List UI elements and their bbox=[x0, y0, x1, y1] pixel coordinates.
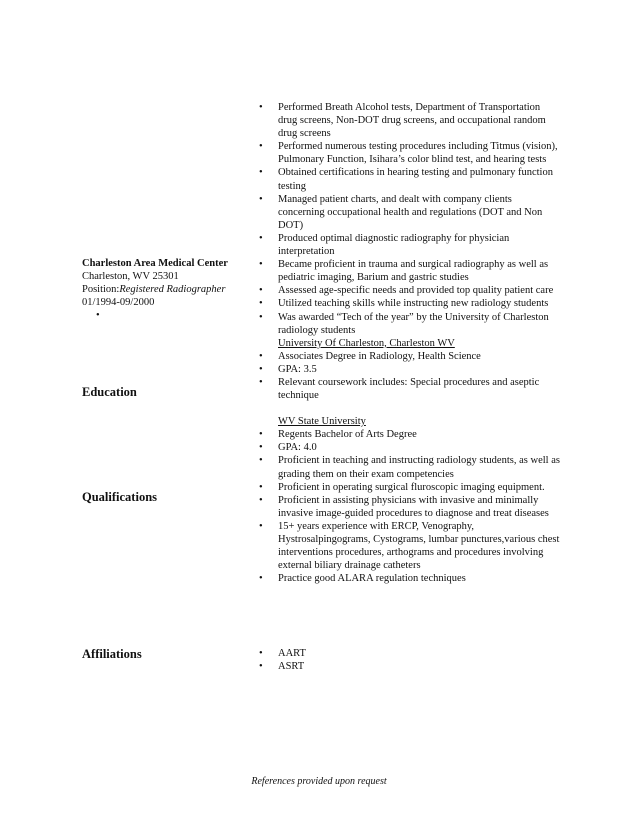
list-item: • Practice good ALARA regulation techniques bbox=[255, 572, 560, 585]
bullet-glyph: • bbox=[259, 167, 263, 179]
footer-note: References provided upon request bbox=[251, 776, 387, 787]
position-title: Registered Radiographer bbox=[119, 284, 226, 295]
experience-bullets bbox=[255, 101, 560, 585]
employment-dates: 01/1994-09/2000 bbox=[82, 297, 155, 308]
bullet-glyph: • bbox=[259, 363, 263, 375]
company-location: Charleston, WV 25301 bbox=[82, 271, 179, 282]
bullet-glyph: • bbox=[259, 232, 263, 244]
bullet-glyph: • bbox=[259, 298, 263, 310]
list-item: • Performed Breath Alcohol tests, Department of Transportation drug screens, Non-DOT drug screens, and occupational random drug screens bbox=[255, 101, 560, 140]
bullet-glyph: • bbox=[259, 429, 263, 441]
list-item: • Assessed age-specific needs and provided top quality patient care bbox=[255, 284, 560, 297]
school-name-wvsu: WV State University bbox=[278, 416, 366, 428]
list-item: • AART bbox=[255, 647, 560, 660]
list-item: • Obtained certifications in hearing testing and pulmonary function testing bbox=[255, 166, 560, 192]
list-item: • GPA: 3.5 bbox=[255, 363, 560, 376]
list-item: • Proficient in assisting physicians with invasive and minimally invasive image-guided procedures to diagnose and treat diseases bbox=[255, 494, 560, 520]
list-item: • Was awarded “Tech of the year” by the University of Charleston radiology students bbox=[255, 311, 560, 337]
bullet-glyph: • bbox=[259, 259, 263, 271]
list-item: • GPA: 4.0 bbox=[255, 441, 560, 454]
qualifications-heading: Qualifications bbox=[82, 490, 158, 504]
list-item: • Relevant coursework includes: Special procedures and aseptic technique bbox=[255, 376, 560, 402]
list-item: • Associates Degree in Radiology, Health Science bbox=[255, 350, 560, 363]
bullet-glyph: • bbox=[259, 573, 263, 585]
list-item: • 15+ years experience with ERCP, Venography, Hystrosalpingograms, Cystograms, lumbar punctures,various chest interventions procedures, arthograms and procedures involving external biliary drainage catheters bbox=[255, 520, 560, 572]
experience-employer-block bbox=[82, 257, 232, 322]
affiliations-heading: Affiliations bbox=[82, 647, 142, 661]
bullet-glyph: • bbox=[259, 455, 263, 467]
list-item: • Produced optimal diagnostic radiography for physician interpretation bbox=[255, 232, 560, 258]
list-item: • Utilized teaching skills while instructing new radiology students bbox=[255, 297, 560, 310]
list-item: • Became proficient in trauma and surgical radiography as well as pediatric imaging, Barium and gastric studies bbox=[255, 258, 560, 284]
bullet-glyph: • bbox=[259, 481, 263, 493]
affiliations-bullets bbox=[255, 647, 560, 673]
bullet-glyph: • bbox=[259, 661, 263, 673]
bullet-glyph: • bbox=[259, 648, 263, 659]
list-item: • Proficient in teaching and instructing radiology students, as well as grading them on their exam competencies bbox=[255, 454, 560, 480]
bullet-glyph: • bbox=[259, 141, 263, 153]
position-label: Position: bbox=[82, 284, 120, 295]
list-item: • Managed patient charts, and dealt with company clients concerning occupational health and regulations (DOT and Non DOT) bbox=[255, 193, 560, 232]
list-item: • Performed numerous testing procedures including Titmus (vision), Pulmonary Function, Isihara’s color blind test, and hearing tests bbox=[255, 140, 560, 166]
empty-bullet: • bbox=[96, 310, 100, 321]
education-heading: Education bbox=[82, 385, 137, 399]
bullet-glyph: • bbox=[259, 442, 263, 454]
list-item: • Proficient in operating surgical fluroscopic imaging equipment. bbox=[255, 481, 560, 494]
list-item: • ASRT bbox=[255, 660, 560, 673]
bullet-glyph: • bbox=[259, 102, 263, 113]
company-name: Charleston Area Medical Center bbox=[82, 258, 228, 269]
bullet-glyph: • bbox=[259, 311, 263, 323]
bullet-glyph: • bbox=[259, 350, 263, 362]
bullet-glyph: • bbox=[259, 520, 263, 532]
bullet-glyph: • bbox=[259, 494, 263, 506]
bullet-glyph: • bbox=[259, 376, 263, 388]
position-line bbox=[82, 283, 232, 296]
school-name-uc: University Of Charleston, Charleston WV bbox=[278, 337, 455, 349]
spacer bbox=[255, 402, 560, 415]
bullet-glyph: • bbox=[259, 285, 263, 297]
bullet-glyph: • bbox=[259, 193, 263, 205]
list-item: • Regents Bachelor of Arts Degree bbox=[255, 428, 560, 441]
